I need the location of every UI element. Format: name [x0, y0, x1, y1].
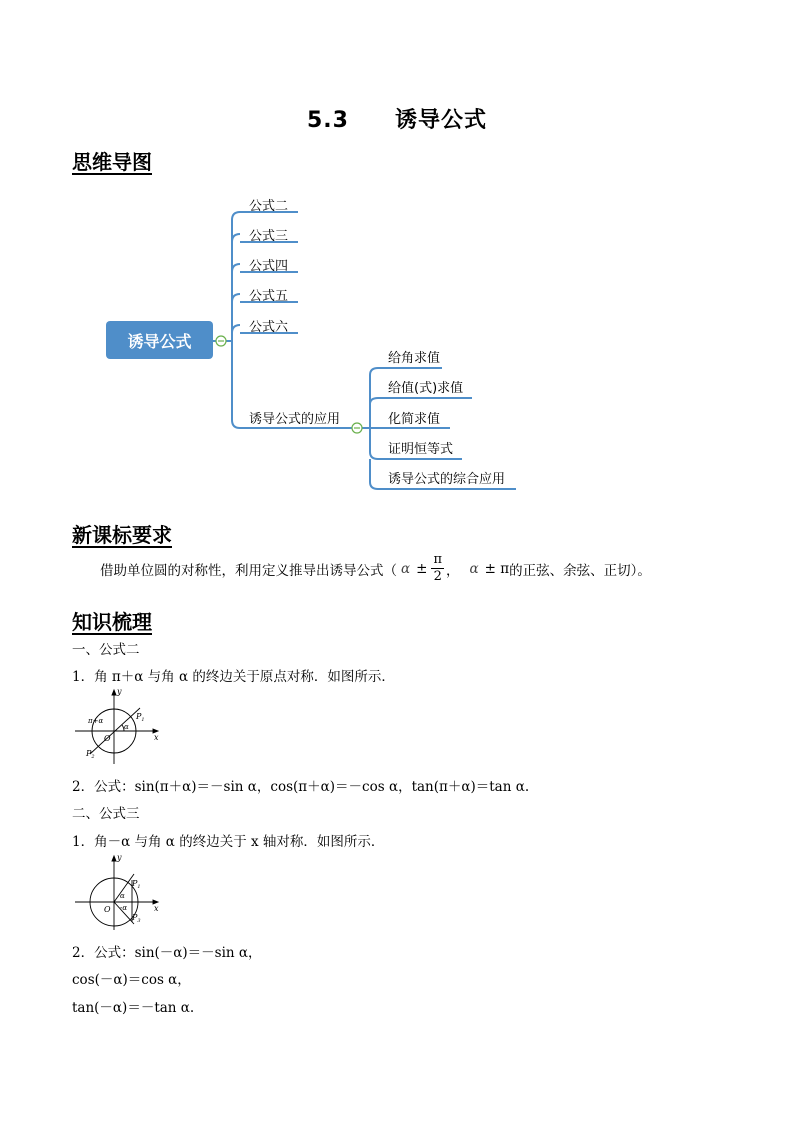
section-heading-mindmap: 思维导图	[72, 150, 152, 174]
pm-symbol: ±	[416, 560, 428, 577]
alpha-symbol: α	[401, 560, 411, 577]
subheading-formula-3: 二、公式三	[72, 806, 140, 822]
point-p3-label: $P_3$	[132, 913, 141, 924]
mindmap-subitem: 诱导公式的综合应用	[388, 472, 506, 487]
formula-line: 2．公式：sin(π＋α)＝－sin α，cos(π＋α)＝－cos α，tan(π＋α)＝tan α.	[72, 779, 530, 795]
collapse-icon[interactable]	[216, 336, 226, 346]
angle-neg-alpha-label: -α	[120, 904, 128, 912]
comma: ，	[445, 562, 460, 579]
angle-pi-alpha-label: π+α	[88, 717, 104, 725]
mindmap-root: 诱导公式	[106, 321, 213, 359]
title-number: 5.3	[307, 108, 349, 133]
y-axis-arrow-icon	[112, 690, 116, 695]
page-title	[0, 103, 794, 134]
section-heading-knowledge: 知识梳理	[72, 610, 152, 634]
y-label: y	[117, 687, 122, 696]
formula-line: cos(－α)＝cos α，	[72, 972, 191, 988]
pm-pi: ± π	[484, 560, 510, 577]
mindmap-branch: 公式四	[249, 259, 289, 274]
requirement-text	[100, 552, 651, 585]
mindmap-branch: 公式五	[249, 289, 289, 304]
formula-line: 2．公式：sin(－α)＝－sin α，	[72, 945, 262, 961]
mindmap-subitem: 给值(式)求值	[388, 381, 464, 396]
origin-label: O	[104, 734, 111, 743]
x-label: x	[154, 733, 159, 742]
section-heading-requirements: 新课标要求	[72, 523, 172, 547]
formula-line: tan(－α)＝－tan α.	[72, 1000, 195, 1016]
angle-alpha-label: α	[124, 723, 129, 731]
title-text: 诱导公式	[394, 108, 487, 133]
unit-circle-figure-2	[70, 852, 170, 932]
mindmap-branch-application: 诱导公式的应用	[249, 412, 341, 427]
mindmap-connectors	[213, 212, 516, 489]
unit-circle-figure-1	[70, 686, 170, 766]
mindmap-subitem: 给角求值	[388, 351, 441, 366]
fraction-denominator: 2	[433, 569, 442, 584]
point-p2-label: $P_2$	[86, 749, 95, 760]
requirement-prefix: 借助单位圆的对称性，利用定义推导出诱导公式（	[100, 562, 397, 579]
subheading-formula-2: 一、公式二	[72, 642, 140, 658]
point-p1-label: $P_1$	[132, 879, 141, 890]
text-line: 1．角 π＋α 与角 α 的终边关于原点对称．如图所示．	[72, 669, 395, 685]
point-p1-label: $P_1$	[136, 712, 145, 723]
x-label: x	[154, 904, 159, 913]
origin-label: O	[104, 905, 111, 914]
collapse-icon-application[interactable]	[352, 423, 362, 433]
mindmap-branch: 公式三	[249, 229, 289, 244]
alpha-symbol-2: α	[469, 560, 479, 577]
mindmap-branch: 公式二	[249, 199, 289, 214]
y-label: y	[117, 853, 122, 862]
fraction-pi-over-2	[431, 552, 444, 585]
angle-alpha-label: α	[120, 892, 125, 900]
text-line: 1．角－α 与角 α 的终边关于 x 轴对称．如图所示．	[72, 834, 385, 850]
mindmap-subitem: 化简求值	[388, 412, 441, 427]
y-axis-arrow-icon	[112, 856, 116, 861]
mindmap-branch: 公式六	[249, 320, 289, 335]
requirement-suffix: 的正弦、余弦、正切）。	[509, 562, 651, 579]
mindmap-subitem: 证明恒等式	[388, 442, 454, 457]
fraction-numerator: π	[433, 552, 442, 567]
